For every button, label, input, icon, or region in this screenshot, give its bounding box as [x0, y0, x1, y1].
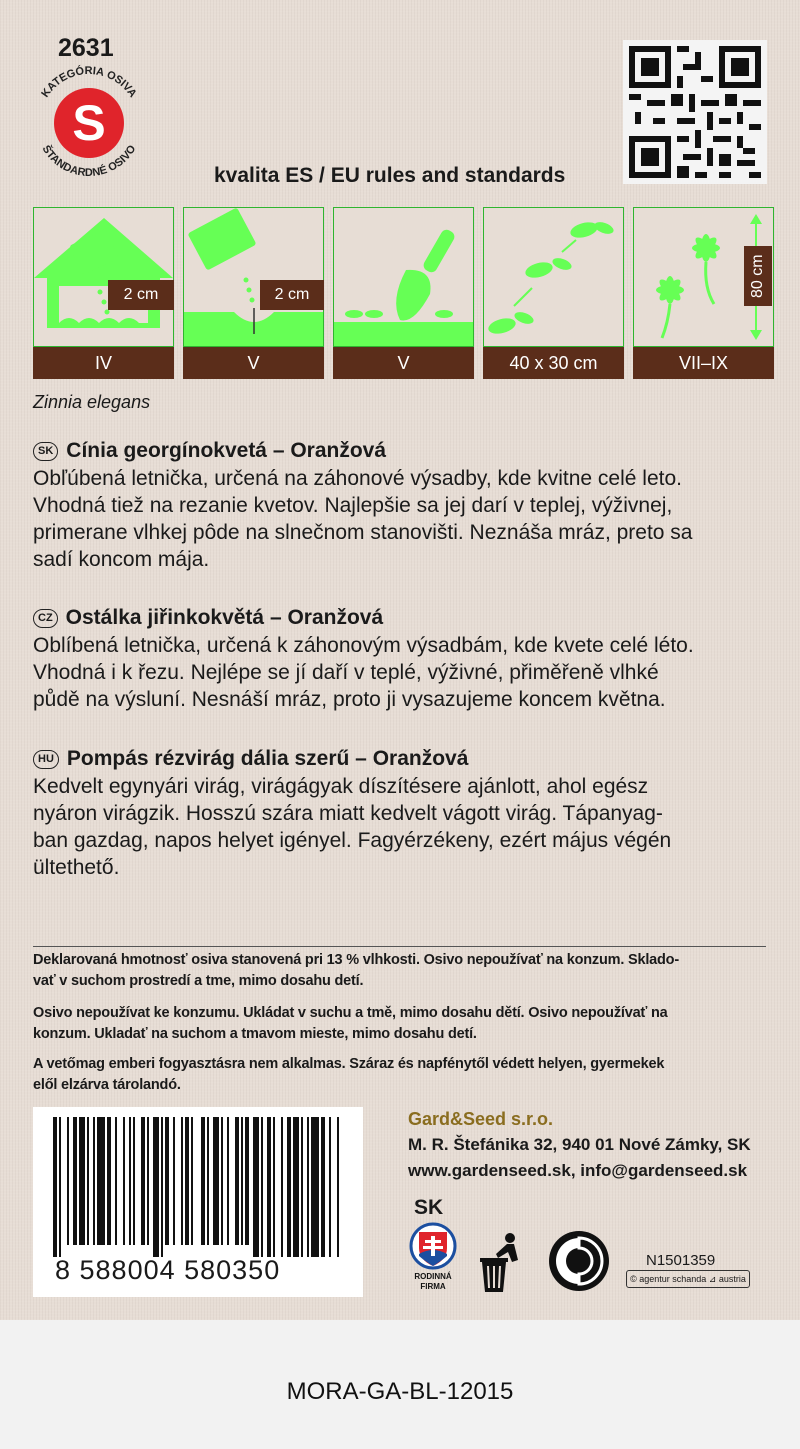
badge-bottom-text: ŠTANDARDNÉ OSIVO — [39, 143, 139, 180]
barcode-bar — [329, 1117, 331, 1257]
pictogram-outdoor-sowing — [183, 207, 324, 379]
badge-letter: S — [72, 95, 106, 151]
pictogram-label: V — [183, 347, 324, 379]
description-line: Oblíbená letnička, určená k záhonovým výsadbám, kde kvete celé léto. — [33, 634, 694, 657]
description-line: primerane vlhkej pôde na slnečnom stanovišti. Neznáša mráz, preto sa — [33, 521, 693, 544]
description-line: Kedvelt egynyári virág, virágágyak díszítésere ajánlott, ahol egész — [33, 775, 649, 798]
barcode-bar — [191, 1117, 193, 1245]
barcode-bar — [185, 1117, 189, 1245]
registration-number: N1501359 — [646, 1252, 716, 1269]
pictogram-transplant — [333, 207, 474, 379]
barcode-bar — [281, 1117, 283, 1257]
barcode-bar — [129, 1117, 131, 1245]
company-info — [408, 1106, 751, 1184]
pictogram-greenhouse — [33, 207, 174, 379]
lot-number: 2631 — [58, 34, 114, 62]
cultivation-pictograms — [33, 207, 773, 379]
pictogram-label: IV — [33, 347, 174, 379]
barcode-bar — [79, 1117, 85, 1245]
barcode-bar — [241, 1117, 243, 1245]
barcode-digits: 8 588004 580350 — [55, 1255, 281, 1285]
badge-top-text: KATEGÓRIA OSIVA — [39, 64, 139, 100]
variety-title: Pompás rézvirág dália szerű – Oranžová — [66, 747, 469, 770]
variety-title: Cínia georgínokvetá – Oranžová — [66, 439, 387, 462]
barcode-bar — [97, 1117, 105, 1245]
barcode-bar — [337, 1117, 339, 1257]
barcode-bar — [153, 1117, 159, 1257]
barcode-bar — [261, 1117, 263, 1257]
barcode-bar — [267, 1117, 271, 1257]
barcode-bar — [87, 1117, 89, 1245]
company-contact[interactable]: www.gardenseed.sk, info@gardenseed.sk — [408, 1161, 748, 1180]
pictogram-flowering — [633, 207, 774, 379]
transplanting-trowel-icon — [334, 208, 473, 346]
barcode-bar — [311, 1117, 319, 1257]
pictogram-label: V — [333, 347, 474, 379]
print-code: MORA-GA-BL-12015 — [286, 1378, 514, 1405]
barcode-bar — [173, 1117, 175, 1245]
barcode-bar — [321, 1117, 325, 1257]
company-name: Gard&Seed s.r.o. — [408, 1109, 554, 1129]
agency-mark: © agentur schanda ⊿ austria — [626, 1270, 750, 1288]
barcode-bar — [53, 1117, 57, 1257]
barcode-bar — [307, 1117, 309, 1257]
barcode-bar — [221, 1117, 223, 1245]
legal-notice-hu: A vetőmag emberi fogyasztásra nem alkalmas. Száraz és napfénytől védett helyen, gyermekek elől elzárva tárolandó. — [33, 1056, 665, 1093]
barcode-bar — [141, 1117, 145, 1245]
plant-spacing-icon — [484, 208, 623, 346]
barcode-bar — [67, 1117, 69, 1245]
description-line: sadí koncom mája. — [33, 548, 210, 571]
sowing-depth-tag: 2 cm — [260, 280, 324, 310]
barcode-bar — [301, 1117, 303, 1257]
barcode-bar — [93, 1117, 95, 1245]
country-label: SK — [414, 1196, 444, 1219]
qr-code[interactable] — [623, 40, 767, 184]
barcode-bar — [73, 1117, 77, 1245]
barcode-bar — [207, 1117, 209, 1245]
description-line: Vhodná i k řezu. Nejlépe se jí daří v teplé, výživné, přiměřeně vlhké — [33, 661, 659, 684]
barcode-bar — [273, 1117, 275, 1257]
svg-text:RODINNÁ: RODINNÁ — [414, 1272, 452, 1281]
description-line: ban gazdag, napos helyet igényel. Fagyérzékeny, ezért május végén — [33, 829, 672, 852]
barcode-bar — [293, 1117, 299, 1257]
language-code: SK — [33, 442, 58, 461]
barcode-bar — [227, 1117, 229, 1245]
divider — [33, 946, 766, 947]
barcode-bar — [235, 1117, 239, 1245]
description-line: Vhodná tiež na rezanie kvetov. Najlepšie sa jej darí v teplej, výživnej, — [33, 494, 673, 517]
barcode-bar — [181, 1117, 183, 1245]
species-latin-name: Zinnia elegans — [33, 392, 151, 412]
barcode-bar — [161, 1117, 163, 1257]
barcode-bar — [201, 1117, 205, 1245]
pictogram-spacing — [483, 207, 624, 379]
barcode-bar — [245, 1117, 249, 1245]
family-business-crest-icon — [404, 1222, 462, 1292]
barcode-bar — [59, 1117, 61, 1257]
outdoor-sowing-icon — [184, 208, 323, 346]
pictogram-label: VII–IX — [633, 347, 774, 379]
barcode-bar — [213, 1117, 219, 1245]
barcode-bar — [123, 1117, 125, 1245]
bottom-strip — [0, 1320, 800, 1449]
barcode-bar — [133, 1117, 135, 1245]
height-tag: 80 cm — [744, 246, 772, 306]
description-line: nyáron virágzik. Hosszú szára miatt kedvelt vágott virág. Tápanyag- — [33, 802, 663, 825]
barcode-bar — [115, 1117, 117, 1245]
svg-text:FIRMA: FIRMA — [420, 1282, 446, 1291]
greenhouse-sowing-icon — [34, 208, 173, 346]
seed-category-badge — [26, 60, 152, 186]
pictogram-label: 40 x 30 cm — [483, 347, 624, 379]
barcode-bar — [287, 1117, 291, 1257]
section-sk — [33, 437, 773, 573]
language-code: CZ — [33, 609, 58, 628]
section-cz — [33, 604, 773, 713]
legal-notice-sk: Deklarovaná hmotnosť osiva stanovená pri 13 % vlhkosti. Osivo nepoužívať na konzum. Sklado- vať v suchom prostredí a tme, mimo dosahu detí. — [33, 952, 679, 989]
sowing-depth-tag: 2 cm — [108, 280, 174, 310]
description-line: ültethető. — [33, 856, 120, 879]
barcode-bar — [107, 1117, 111, 1245]
green-dot-recycle-icon — [548, 1230, 610, 1292]
ean-barcode — [33, 1107, 363, 1297]
barcode-bar — [165, 1117, 169, 1245]
tidyman-disposal-icon — [474, 1232, 534, 1294]
company-address: M. R. Štefánika 32, 940 01 Nové Zámky, SK — [408, 1135, 751, 1154]
legal-notice-cz: Osivo nepoužívat ke konzumu. Ukládat v suchu a tmě, mimo dosahu dětí. Osivo nepoužívať na konzum. Ukladať na suchom a tmavom mieste, mimo dosahu detí. — [33, 1005, 668, 1042]
barcode-bar — [147, 1117, 149, 1245]
section-hu — [33, 745, 773, 881]
barcode-bar — [253, 1117, 259, 1257]
description-line: půdě na výsluní. Nesnáší mráz, proto ji vysazujeme koncem května. — [33, 688, 666, 711]
quality-statement: kvalita ES / EU rules and standards — [214, 164, 566, 187]
variety-title: Ostálka jiřinkokvětá – Oranžová — [65, 606, 384, 629]
description-line: Obľúbená letnička, určená na záhonové výsadby, kde kvitne celé leto. — [33, 467, 682, 490]
language-code: HU — [33, 750, 59, 769]
